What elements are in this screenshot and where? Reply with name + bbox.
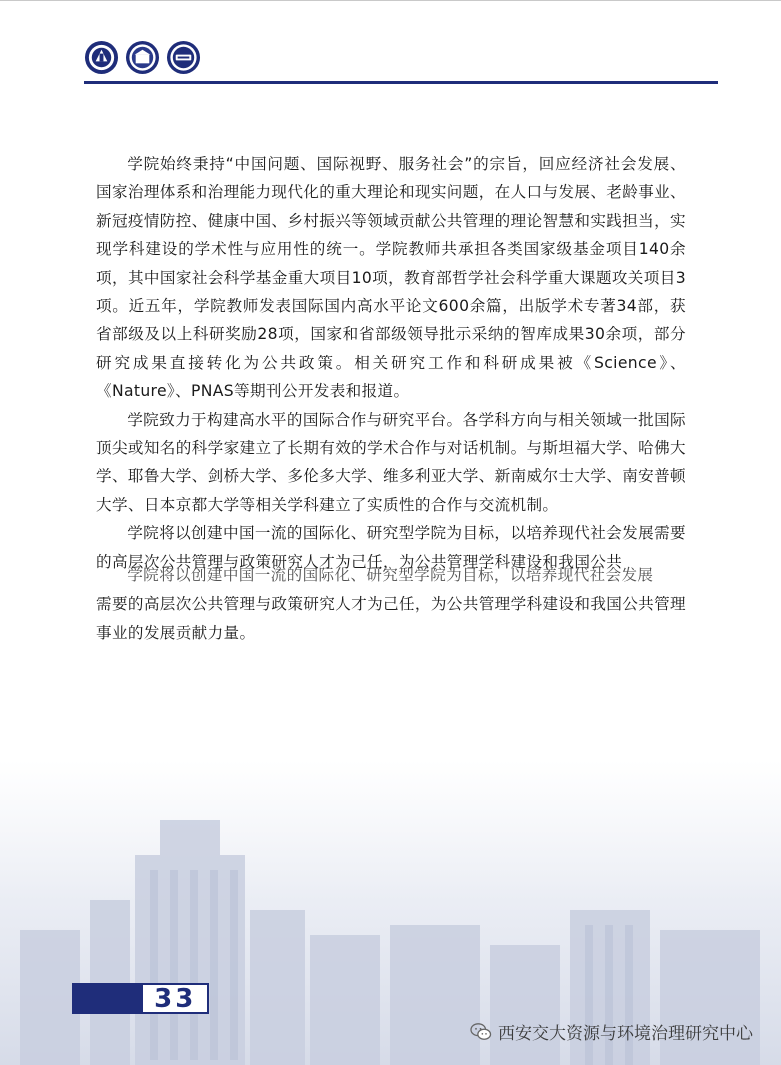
paragraph-goal-repeat: 需要的高层次公共管理与政策研究人才为己任，为公共管理学科建设和我国公共管理事业的发展贡献力量。 [96,595,686,642]
paragraph-goal: 学院将以创建中国一流的国际化、研究型学院为目标，以培养现代社会发展需要的高层次公共管理与政策研究人才为己任，为公共管理学科建设和我国公共 [96,524,686,571]
paragraph-research: 学院始终秉持“中国问题、国际视野、服务社会”的宗旨，回应经济社会发展、国家治理体系和治理能力现代化的重大理论和现实问题，在人口与发展、老龄事业、新冠疫情防控、健康中国、乡村振兴等领域贡献公共管理的理论智慧和实践担当，实现学科建设的学术性与应用性的统一。学院教师共承担各类国家级基金项目140余项，其中国家社会科学基金重大项目10项，教育部哲学社会科学重大课题攻关项目3项。近五年，学院教师发表国际国内高水平论文600余篇，出版学术专著34部，获省部级及以上科研奖励28项，国家和省部级领导批示采纳的智库成果30余项，部分研究成果直接转化为公共政策。相关研究工作和科研成果被《Science》、《Nature》、PNAS等期刊公开发表和报道。 [96,155,686,401]
watermark [470,1019,753,1044]
wechat-icon [470,1022,492,1042]
header-logos [84,40,201,76]
institute-logo-3 [166,40,201,75]
watermark-text: 西安交大资源与环境治理研究中心 [498,1024,753,1044]
page-number-bar [72,983,141,1014]
page-number-box: 33 [141,983,209,1014]
body-text [96,150,686,647]
overlapping-line: 学院将以创建中国一流的国际化、研究型学院为目标，以培养现代社会发展 [127,566,654,585]
university-logo-2 [125,40,160,75]
page-number [72,983,209,1014]
top-border [0,0,781,1]
header-rule [84,81,718,84]
university-logo-1 [84,40,119,75]
paragraph-cooperation: 学院致力于构建高水平的国际合作与研究平台。各学科方向与相关领域一批国际顶尖或知名的科学家建立了长期有效的学术合作与对话机制。与斯坦福大学、哈佛大学、耶鲁大学、剑桥大学、多伦多大学、维多利亚大学、新南威尔士大学、南安普顿大学、日本京都大学等相关学科建立了实质性的合作与交流机制。 [96,410,686,514]
